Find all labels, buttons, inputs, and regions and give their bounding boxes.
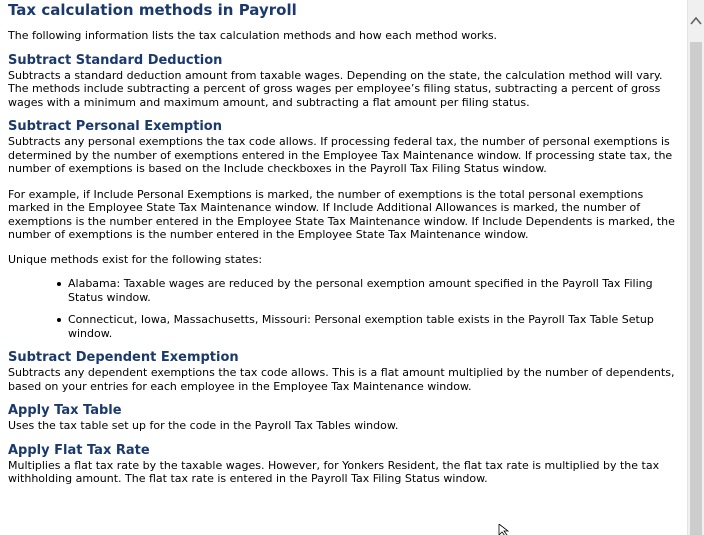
section-text-dependent-exemption: Subtracts any dependent exemptions the tax code allows. This is a flat amount multiplied by the number of dependents, based on your entries for each employee in the Employee Tax Maintenance window. [8,366,675,393]
section-heading-personal-exemption: Subtract Personal Exemption [8,119,222,134]
state-list [8,277,680,340]
section-heading-apply-flat-tax-rate: Apply Flat Tax Rate [8,442,150,458]
page-title: Tax calculation methods in Payroll [8,1,297,19]
scrollbar-thumb[interactable] [690,42,702,535]
section-text-personal-exemption-1: Subtracts any personal exemptions the tax code allows. If processing federal tax, the number of personal exemptions is determined by the number of exemptions entered in the Employee Tax Maintenance window. If processing state tax, the number of exemptions is based on the Include checkboxes in the Payroll Tax Filing Status window. [8,135,673,175]
help-content [8,0,680,486]
section-text-apply-tax-table: Uses the tax table set up for the code in the Payroll Tax Tables window. [8,419,399,432]
mouse-pointer-icon [498,524,510,535]
section-heading-standard-deduction: Subtract Standard Deduction [8,52,223,68]
section-text-unique-methods: Unique methods exist for the following states: [8,252,263,266]
list-item-alabama: Alabama: Taxable wages are reduced by the personal exemption amount specified in the Payroll Tax Filing Status window. [68,277,680,304]
section-heading-dependent-exemption: Subtract Dependent Exemption [8,350,239,365]
chevron-up-icon [690,16,702,26]
section-text-standard-deduction: Subtracts a standard deduction amount from taxable wages. Depending on the state, the calculation method will vary. The methods include subtracting a percent of gross wages per employee’s filing status, subtracting a percent of gross wages with a minimum and maximum amount, and subtracting a flat amount per filing status. [8,68,663,109]
section-text-personal-exemption-2: For example, if Include Personal Exemptions is marked, the number of exemptions is the total personal exemptions marked in the Employee State Tax Maintenance window. If Include Additional Allowances is marked, the number of exemptions is the number entered in the Employee State Tax Maintenance window. If Include Dependents is marked, the number of exemptions is the number entered in the Employee State Tax Maintenance window. [8,187,675,241]
intro-text: The following information lists the tax calculation methods and how each method works. [8,29,498,42]
section-heading-apply-tax-table: Apply Tax Table [8,403,122,418]
scroll-up-button[interactable] [688,0,704,42]
list-item-connecticut: Connecticut, Iowa, Massachusetts, Missouri: Personal exemption table exists in the Payroll Tax Table Setup window. [68,313,680,340]
section-text-apply-flat-tax-rate: Multiplies a flat tax rate by the taxable wages. However, for Yonkers Resident, the flat tax rate is multiplied by the tax withholding amount. The flat tax rate is entered in the Payroll Tax Filing Status window. [8,458,660,485]
vertical-scrollbar[interactable] [687,0,704,535]
